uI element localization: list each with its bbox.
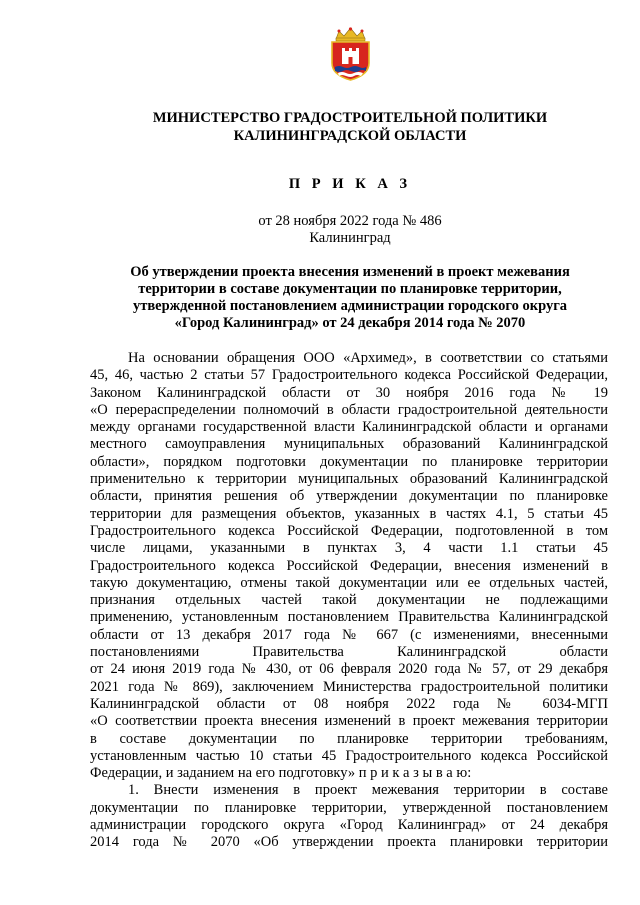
body-line: «О перераспределении полномочий в области градостроительной деятельности: [90, 401, 608, 418]
subject-line: утвержденной постановлением администрации городского округа: [132, 298, 568, 314]
body-line: местного самоуправления муниципальных образований Калининградской: [90, 436, 608, 453]
body-line: Федерации, и заданием на его подготовку» п р и к а з ы в а ю:: [90, 765, 472, 782]
body-line: применительно к территории муниципальных образований Калининградской: [90, 471, 608, 488]
body-line: Калининградской области от 08 ноября 2022 года № 6034-МГП: [90, 695, 608, 712]
body-line: 45, 46, частью 2 статьи 57 Градостроительного кодекса Российской Федерации,: [90, 367, 608, 384]
body-line: числе лицами, указанными в пунктах 3, 4 части 1.1 статьи 45: [90, 540, 608, 557]
body-line: применению, установленным постановлением Правительства Калининградской: [90, 609, 608, 626]
body-line: 2014 года № 2070 «Об утверждении проекта планировки территории: [90, 834, 608, 851]
body-line: установленным частью 10 статьи 45 Градостроительного кодекса Российской: [90, 747, 608, 764]
body-line: области», порядком подготовки документации по планировке территории: [90, 453, 608, 470]
ministry-heading-line1: МИНИСТЕРСТВО ГРАДОСТРОИТЕЛЬНОЙ ПОЛИТИКИ: [152, 110, 548, 126]
body-line: администрации городского округа «Город Калининград» от 24 декабря: [90, 817, 608, 834]
subject-line: территории в составе документации по планировке территории,: [138, 281, 562, 297]
order-meta: [0, 213, 640, 247]
body-line: Градостроительного кодекса Российской Федерации, подготовленной в том: [90, 522, 608, 539]
body-line: постановлениями Правительства Калининградской области: [90, 644, 608, 661]
order-title: П Р И К А З: [288, 176, 412, 192]
body-line: На основании обращения ООО «Архимед», в соответствии со статьями: [128, 350, 608, 366]
kaliningrad-coat-of-arms-icon: [328, 27, 373, 81]
body-line: такую документацию, отмены такой документации или ее отдельных частей,: [90, 574, 608, 591]
body-line: в составе документации по планировке территории требованиям,: [90, 730, 608, 747]
order-date-number: от 28 ноября 2022 года № 486: [258, 213, 442, 229]
ministry-heading-line2: КАЛИНИНГРАДСКОЙ ОБЛАСТИ: [233, 128, 467, 144]
body-line: между органами государственной власти Калининградской области и органами: [90, 419, 608, 436]
body-line: признания отдельных частей такой документации не подлежащими: [90, 592, 608, 609]
body-line: от 24 июня 2019 года № 430, от 06 февраля 2020 года № 57, от 29 декабря: [90, 661, 608, 678]
body-line: области, принятия решения об утверждении документации по планировке: [90, 488, 608, 505]
subject-line: «Город Калининград» от 24 декабря 2014 года № 2070: [174, 315, 526, 331]
body-line: Законом Калининградской области от 30 ноября 2016 года № 19: [90, 384, 608, 401]
order-body-text: [90, 350, 608, 852]
ministry-heading: [0, 109, 640, 145]
body-line: 2021 года № 869), заключением Министерства градостроительной политики: [90, 678, 608, 695]
body-line: документации по планировке территории, утвержденной постановлением: [90, 799, 608, 816]
subject-line: Об утверждении проекта внесения изменений в проект межевания: [130, 264, 570, 280]
body-line: Градостроительного кодекса Российской Федерации, внесения изменений в: [90, 557, 608, 574]
body-line: области от 13 декабря 2017 года № 667 (с изменениями, внесенными: [90, 626, 608, 643]
body-line: территории для размещения объектов, указанных в частях 4.1, 5 статьи 45: [90, 505, 608, 522]
body-line: 1. Внести изменения в проект межевания территории в составе: [128, 782, 608, 799]
order-city: Калининград: [309, 230, 391, 246]
body-line: «О соответствии проекта внесения изменений в проект межевания территории: [90, 713, 608, 730]
order-subject: [0, 264, 640, 332]
